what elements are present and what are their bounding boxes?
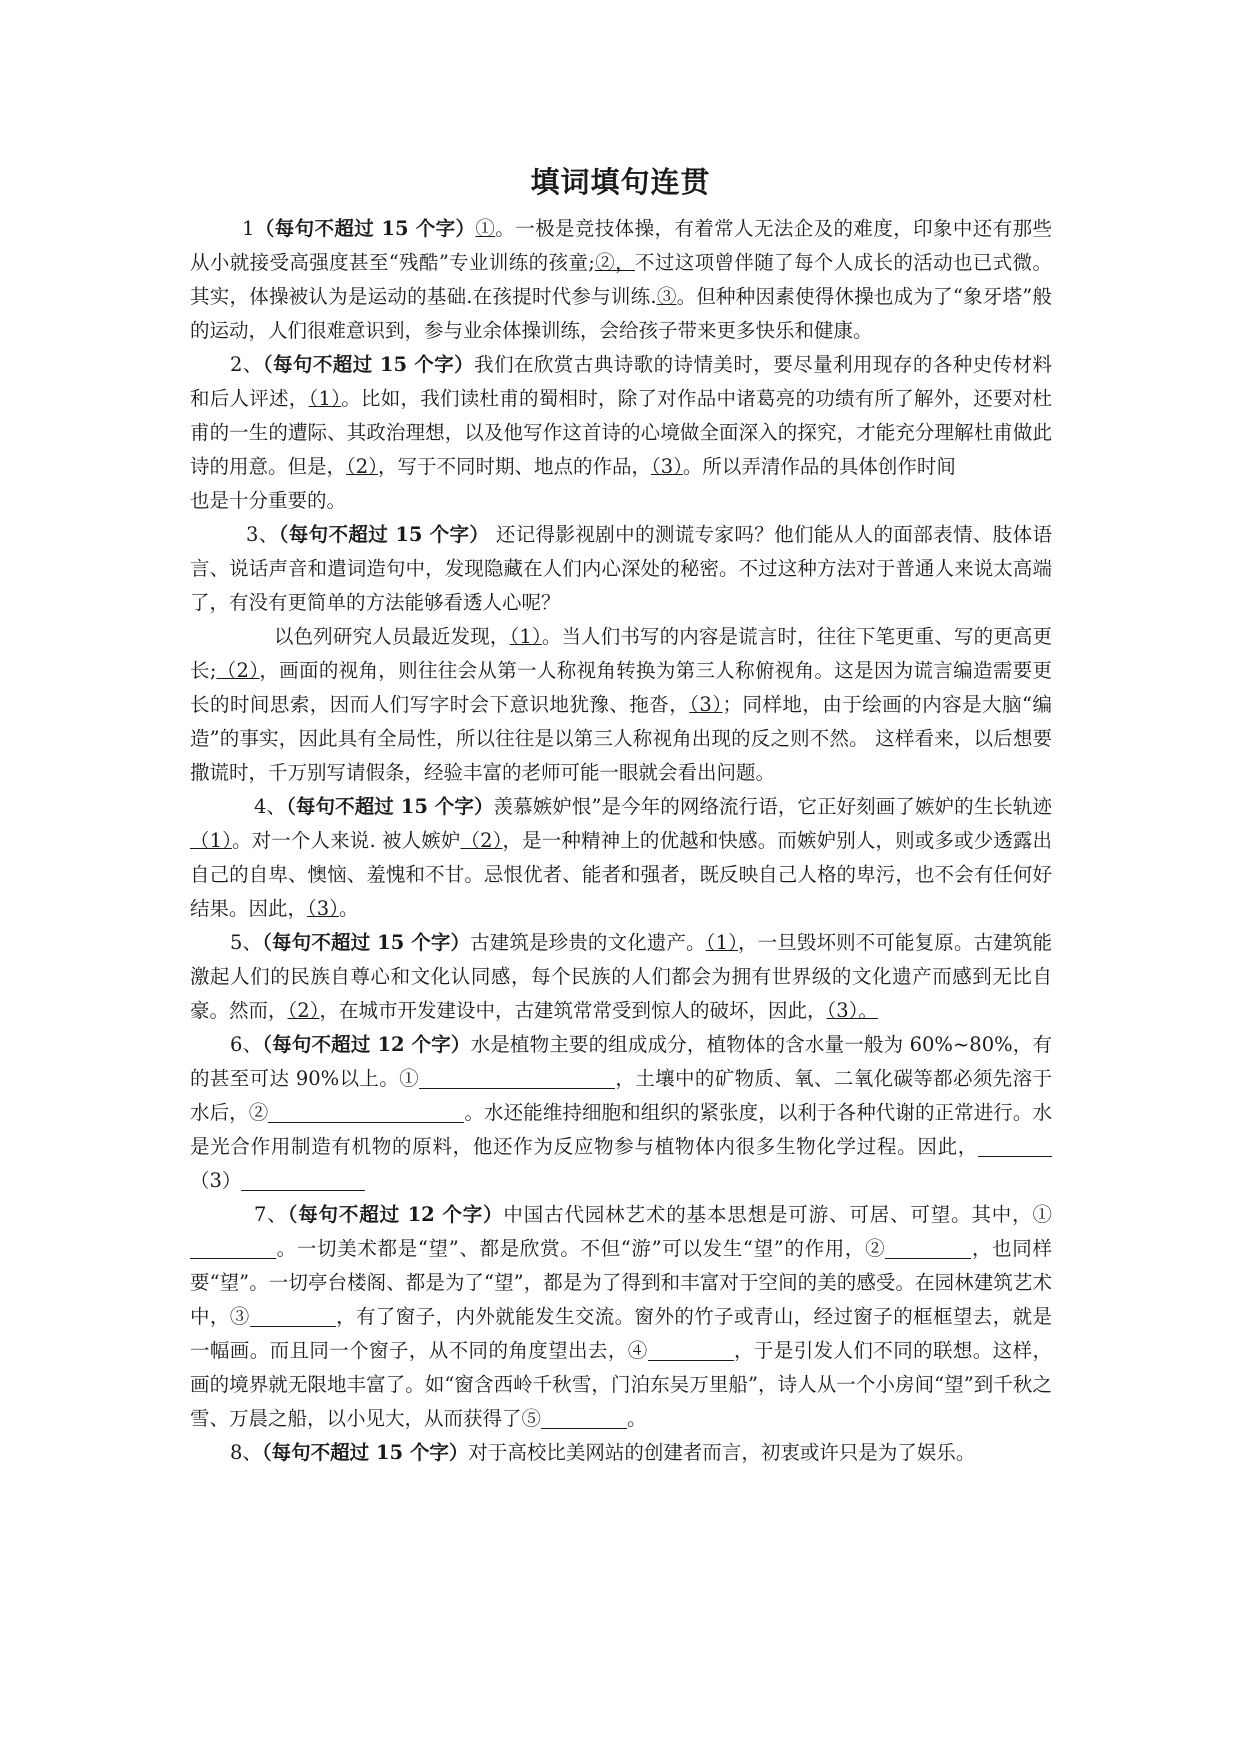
q6-text-1: 水是植物主要的组成成分，植物体的含水量一般为 60%~80%，有的甚至可达 90%以上。① [190,1033,1052,1090]
q3-text-2d: ；同样地，由于绘画的内容是大脑“编造”的事实，因此具有全局性，所以往往是以第三人称视角出现的反之则不然。 这样看来，以后想要撒谎时，千万别写请假条，经验丰富的老师可能一眼就会看出问题。 [190,693,1052,784]
q7-text-5: ，于是引发人们不同的联想。这样，画的境界就无限地丰富了。如“窗含西岭千秋雪，门泊东吴万里船”，诗人从一个小房间“望”到千秋之雪、万晨之船，以小见大，从而获得了⑤ [190,1339,1052,1430]
q1-text-3: 。但种种因素使得休操也成为了“象牙塔”般的运动，人们很难意识到，参与业余体操训练，会给孩子带来更多快乐和健康。 [190,285,1052,342]
q7-text-2: 。一切美术都是“望”、都是欣赏。不但“游”可以发生“望”的作用，② [276,1237,886,1260]
q3-text-2b: 。当人们书写的内容是谎言时，往往下笔更重、写的更高更长; [190,625,1052,682]
q1-instruction: （每句不超过 15 个字） [254,217,476,240]
question-4 [190,790,1052,926]
q7-instruction: （每句不超过 12 个字） [287,1203,504,1226]
q4-blank-1: （1） [190,829,233,852]
q6-text-4: （3） [190,1169,242,1192]
q3-text-2a: 以色列研究人员最近发现， [274,625,510,648]
question-3-paragraph-2 [190,620,1052,790]
q8-text-1: 对于高校比美网站的创建者而言，初衷或许只是为了娱乐。 [468,1441,976,1464]
q6-instruction: （每句不超过 12 个字） [262,1033,471,1056]
q7-blank-4 [648,1338,734,1361]
q5-blank-2: （2） [287,999,320,1022]
question-7 [190,1198,1052,1436]
q4-text-2: 。对一个人来说. 被人嫉妒 [232,829,461,852]
q2-text-1: 我们在欣赏古典诗歌的诗情美时，要尽量利用现存的各种史传材料和后人评述， [190,353,1052,410]
q5-blank-3: （3）。 [826,999,878,1022]
q4-text-4: 。 [338,897,359,920]
q8-instruction: （每句不超过 15 个字） [261,1441,469,1464]
q4-blank-2: （2） [460,829,503,852]
q2-blank-1: （1） [308,387,342,410]
q2-instruction: （每句不超过 15 个字） [262,353,475,376]
q5-blank-1: （1） [705,931,738,954]
question-6 [190,1028,1052,1198]
q7-blank-1 [190,1236,276,1259]
q2-text-2: 。比如，我们读杜甫的蜀相时，除了对作品中诸葛亮的功绩有所了解外，还要对杜甫的一生的遭际、其政治理想，以及他写作这首诗的心境做全面深入的探究，才能充分理解杜甫做此诗的用意。但是， [190,387,1052,478]
q3-blank-2: （2） [216,659,260,682]
q2-number: 2、 [230,353,263,376]
q2-blank-3: （3） [650,455,683,478]
question-5 [190,926,1052,1028]
document-body [190,212,1052,1470]
q1-text-2: 不过这项曾伴随了每个人成长的活动也已式微。其实，体操被认为是运动的基础.在孩提时代参与训练. [190,251,1052,308]
q3-blank-3: （3） [689,693,723,716]
q4-number: 4、 [254,795,287,818]
q1-number: 1 [242,217,255,240]
q6-blank-2 [268,1100,464,1123]
q7-text-6: 。 [627,1407,647,1430]
q3-text-1: 还记得影视剧中的测谎专家吗？他们能从人的面部表情、肢体语言、说话声音和遣词造句中，发现隐藏在人们内心深处的秘密。不过这种方法对于普通人来说太高端了，有没有更简单的方法能够看透人心呢？ [190,523,1053,614]
q3-blank-1: （1） [509,625,542,648]
q5-number: 5、 [230,931,263,954]
q4-blank-3: （3） [307,897,339,920]
q7-text-4: ，有了窗子，内外就能发生交流。窗外的竹子或青山，经过窗子的框框望去，就是一幅画。而且同一个窗子，从不同的角度望出去，④ [190,1305,1052,1362]
q5-instruction: （每句不超过 15 个字） [262,931,471,954]
q1-blank-1: ① [475,217,496,240]
q4-text-3: ，是一种精神上的优越和快感。而嫉妒别人，则或多或少透露出自己的自卑、懊恼、羞愧和不甘。忌恨优者、能者和强者，既反映自己人格的卑污，也不会有任何好结果。因此， [190,829,1052,920]
q5-text-3: ，在城市开发建设中，古建筑常常受到惊人的破坏，因此， [319,999,827,1022]
q6-text-3: 。水还能维持细胞和组织的紧张度，以利于各种代谢的正常进行。水是光合作用制造有机物的原料，他还作为反应物参与植物体内很多生物化学过程。因此， [190,1101,1052,1158]
q7-blank-5 [541,1406,627,1429]
q3-number: 3、 [246,523,279,546]
q4-text-1: 羡慕嫉妒恨”是今年的网络流行语，它正好刻画了嫉妒的生长轨迹 [493,795,1052,818]
q6-number: 6、 [230,1033,263,1056]
q8-number: 8、 [230,1441,262,1464]
q2-continuation: 也是十分重要的。 [190,489,347,512]
q2-text-3: ，写于不同时期、地点的作品， [377,455,651,478]
q6-text-2: ，土壤中的矿物质、氧、二氧化碳等都必须先溶于水后，② [190,1067,1052,1124]
q7-text-1: 中国古代园林艺术的基本思想是可游、可居、可望。其中，① [503,1203,1052,1226]
question-1 [190,212,1052,348]
q5-text-2: ，一旦毁坏则不可能复原。古建筑能激起人们的民族自尊心和文化认同感，每个民族的人们都会为拥有世界级的文化遗产而感到无比自豪。然而， [190,931,1052,1022]
question-3 [190,518,1052,620]
q6-blank-1 [419,1066,615,1089]
page-title: 填词填句连贯 [530,165,711,199]
q1-blank-3: ③ [656,285,677,308]
q7-text-3: ，也同样要“望”。一切亭台楼阁、都是为了“望”，都是为了得到和丰富对于空间的美的感受。在园林建筑艺术中，③ [190,1237,1052,1328]
q6-blank-3b [241,1168,365,1191]
q4-instruction: （每句不超过 15 个字） [286,795,494,818]
q7-blank-2 [885,1236,971,1259]
q2-blank-2: （2） [346,455,378,478]
q6-blank-3a [978,1134,1052,1157]
q3-text-2c: ，画面的视角，则往往会从第一人称视角转换为第三人称俯视角。这是因为谎言编造需要更长的时间思索，因而人们写字时会下意识地犹豫、拖沓， [190,659,1052,716]
q7-number: 7、 [254,1203,288,1226]
q2-text-4: 。所以弄清作品的具体创作时间 [682,455,956,478]
q1-blank-2: ②， [594,251,635,274]
q3-instruction: （每句不超过 15 个字） [278,523,490,546]
q7-blank-3 [250,1304,336,1327]
q5-text-1: 古建筑是珍贵的文化遗产。 [470,931,706,954]
question-2 [190,348,1052,484]
question-8 [190,1436,1052,1470]
q1-text-1: 。一极是竞技体操，有着常人无法企及的难度，印象中还有那些从小就接受高强度甚至“残酷”专业训练的孩童; [190,217,1052,274]
